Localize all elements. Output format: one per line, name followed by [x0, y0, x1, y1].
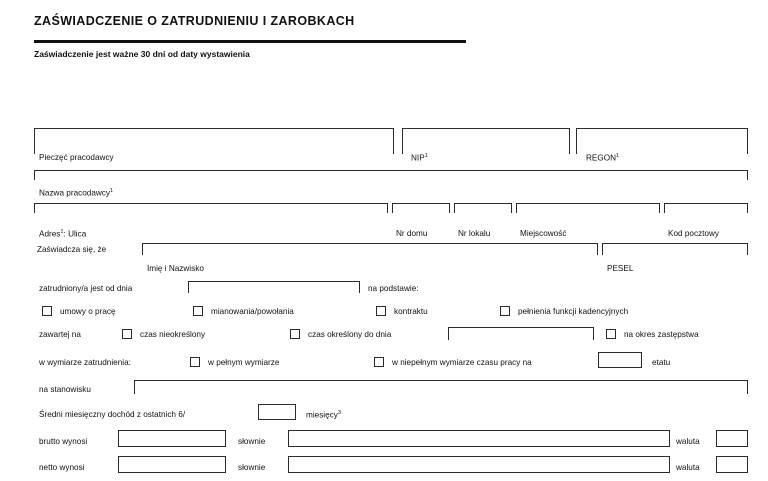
checkbox-czas-okreslony-label: czas określony do dnia	[308, 330, 392, 339]
flat-no-label: Nr lokalu	[458, 229, 491, 238]
net-amount-field[interactable]	[118, 456, 226, 473]
checkbox-umowa-o-prace-label: umowy o pracę	[60, 307, 116, 316]
street-label-tail: : Ulica	[63, 229, 87, 239]
regon-field[interactable]	[576, 128, 748, 154]
employed-since-label: zatrudniony/a jest od dnia	[39, 284, 133, 293]
street-label-text: Adres	[39, 229, 61, 239]
position-label: na stanowisku	[39, 385, 91, 394]
gross-words-field[interactable]	[288, 430, 670, 447]
scope-row-prefix: w wymiarze zatrudnienia:	[39, 358, 131, 367]
checkbox-okres-zastepstwa[interactable]	[606, 329, 616, 339]
position-field[interactable]	[134, 380, 748, 394]
nip-label-sup: 1	[424, 153, 428, 159]
contract-end-date-field[interactable]	[448, 327, 594, 340]
checkbox-niepelny-wymiar[interactable]	[374, 357, 384, 367]
checkbox-umowa-o-prace[interactable]	[42, 306, 52, 316]
nip-field[interactable]	[402, 128, 570, 154]
certify-intro-label: Zaświadcza się, że	[37, 245, 107, 254]
gross-words-label: słownie	[238, 437, 266, 446]
employed-since-field[interactable]	[188, 281, 360, 293]
regon-label-text: REGON	[586, 153, 617, 163]
gross-label: brutto wynosi	[39, 437, 88, 446]
person-name-label: Imię i Nazwisko	[147, 264, 204, 273]
pesel-field[interactable]	[602, 243, 748, 255]
house-no-label: Nr domu	[396, 229, 428, 238]
flat-no-field[interactable]	[454, 203, 512, 213]
nip-label-text: NIP	[411, 153, 425, 163]
gross-amount-field[interactable]	[118, 430, 226, 447]
gross-currency-label: waluta	[676, 437, 700, 446]
nip-label	[411, 153, 428, 163]
checkbox-okres-zastepstwa-label: na okres zastępstwa	[624, 330, 699, 339]
title-underline	[34, 40, 466, 43]
net-words-label: słownie	[238, 463, 266, 472]
city-label: Miejscowość	[520, 229, 567, 238]
avg-income-label: Średni miesięczny dochód z ostatnich 6/	[39, 410, 186, 419]
avg-income-months-label	[306, 410, 341, 420]
page-title: ZAŚWIADCZENIE O ZATRUDNIENIU I ZAROBKACH	[34, 14, 355, 28]
checkbox-kontrakt[interactable]	[376, 306, 386, 316]
checkbox-pelny-wymiar[interactable]	[190, 357, 200, 367]
postal-code-field[interactable]	[664, 203, 748, 213]
net-words-field[interactable]	[288, 456, 670, 473]
etat-label: etatu	[652, 358, 671, 367]
basis-label: na podstawie:	[368, 284, 419, 293]
etat-fraction-field[interactable]	[598, 352, 642, 368]
regon-label	[586, 153, 619, 163]
avg-income-months-field[interactable]	[258, 404, 296, 420]
checkbox-czas-nieokreslony-label: czas nieokreślony	[140, 330, 206, 339]
checkbox-funkcja-kadencyjna[interactable]	[500, 306, 510, 316]
validity-note: Zaświadczenie jest ważne 30 dni od daty wystawienia	[34, 49, 250, 59]
street-field[interactable]	[34, 203, 388, 213]
avg-income-months-label-text: miesięcy	[306, 410, 338, 420]
net-label: netto wynosi	[39, 463, 85, 472]
employer-name-label-sup: 1	[110, 188, 114, 194]
regon-label-sup: 1	[616, 153, 620, 159]
checkbox-mianowanie-powolanie-label: mianowania/powołania	[211, 307, 294, 316]
city-field[interactable]	[516, 203, 660, 213]
employer-stamp-field[interactable]	[34, 128, 394, 154]
net-currency-field[interactable]	[716, 456, 748, 473]
checkbox-pelny-wymiar-label: w pełnym wymiarze	[208, 358, 280, 367]
person-name-field[interactable]	[142, 243, 598, 255]
checkbox-niepelny-wymiar-label: w niepełnym wymiarze czasu pracy na	[392, 358, 532, 367]
postal-code-label: Kod pocztowy	[668, 229, 719, 238]
gross-currency-field[interactable]	[716, 430, 748, 447]
house-no-field[interactable]	[392, 203, 450, 213]
employer-name-label-text: Nazwa pracodawcy	[39, 188, 110, 198]
employer-name-field[interactable]	[34, 170, 748, 180]
avg-income-months-sup: 3	[337, 410, 341, 416]
contract-row-prefix: zawartej na	[39, 330, 81, 339]
checkbox-czas-nieokreslony[interactable]	[122, 329, 132, 339]
employer-name-label	[39, 188, 113, 198]
checkbox-funkcja-kadencyjna-label: pełnienia funkcji kadencyjnych	[518, 307, 629, 316]
pesel-label: PESEL	[607, 264, 634, 273]
street-label-sup: 1	[60, 229, 64, 235]
street-label	[39, 229, 86, 239]
checkbox-mianowanie-powolanie[interactable]	[193, 306, 203, 316]
employer-stamp-label: Pieczęć pracodawcy	[39, 153, 114, 162]
checkbox-kontrakt-label: kontraktu	[394, 307, 428, 316]
checkbox-czas-okreslony[interactable]	[290, 329, 300, 339]
net-currency-label: waluta	[676, 463, 700, 472]
